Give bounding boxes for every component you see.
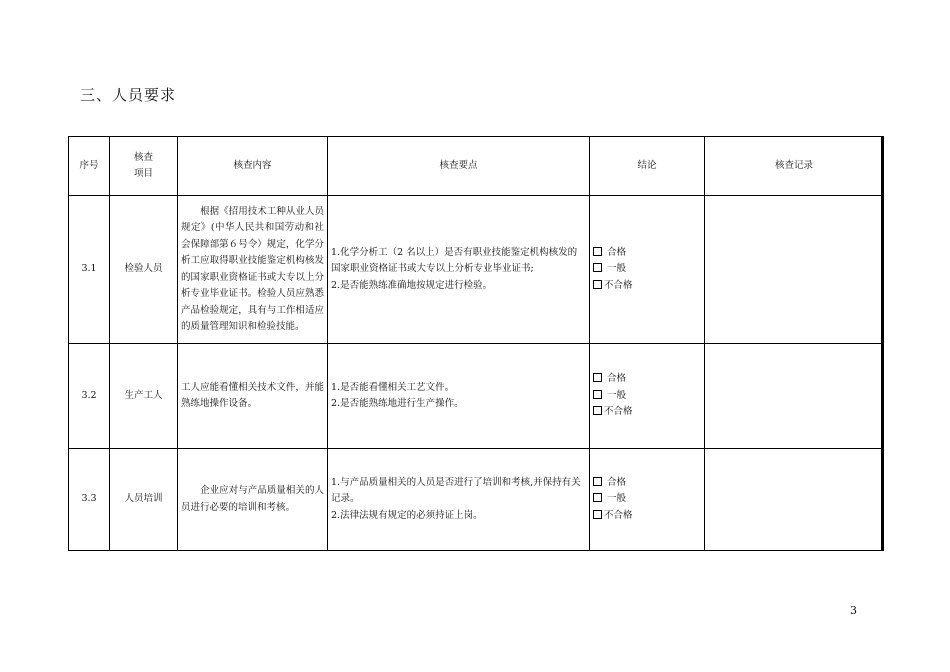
header-key-points: 核查要点 <box>328 137 590 196</box>
conclusion-option[interactable] <box>593 388 701 405</box>
header-record: 核查记录 <box>705 137 884 196</box>
conclusion-option[interactable] <box>593 491 701 508</box>
row-key-points <box>328 449 590 551</box>
conclusion-option[interactable] <box>593 404 701 421</box>
conclusion-option[interactable] <box>593 475 701 492</box>
conclusion-label: 不合格 <box>604 509 633 521</box>
row-record[interactable] <box>705 449 884 551</box>
table-row <box>69 344 884 449</box>
page-number: 3 <box>850 604 857 617</box>
conclusion-label: 一般 <box>607 389 627 401</box>
conclusion-option[interactable] <box>593 371 701 388</box>
table-row <box>69 449 884 551</box>
row-item: 检验人员 <box>110 196 178 344</box>
row-seq: 3.2 <box>69 344 110 449</box>
row-item: 生产工人 <box>110 344 178 449</box>
header-content: 核查内容 <box>178 137 328 196</box>
checkbox-icon[interactable] <box>593 390 602 399</box>
row-key-points <box>328 196 590 344</box>
checkbox-icon[interactable] <box>593 263 602 272</box>
row-conclusion <box>590 196 705 344</box>
key-point: 1.是否能看懂相关工艺文件。 <box>331 381 455 393</box>
row-conclusion <box>590 344 705 449</box>
checkbox-icon[interactable] <box>593 373 602 382</box>
key-point: 1.化学分析工（2 名以上）是否有职业技能鉴定机构核发的国家职业资格证书或大专以上分析专业毕业证书; <box>331 246 578 275</box>
row-item: 人员培训 <box>110 449 178 551</box>
section-title: 三、人员要求 <box>80 86 177 104</box>
row-record[interactable] <box>705 196 884 344</box>
header-conclusion: 结论 <box>590 137 705 196</box>
header-seq: 序号 <box>69 137 110 196</box>
conclusion-label: 不合格 <box>604 279 633 291</box>
row-key-points <box>328 344 590 449</box>
row-content: 工人应能看懂相关技术文件，并能熟练地操作设备。 <box>178 344 328 449</box>
row-seq: 3.1 <box>69 196 110 344</box>
table-right-border <box>881 136 883 550</box>
checkbox-icon[interactable] <box>593 406 602 415</box>
key-point: 2.是否能熟练准确地按规定进行检验。 <box>331 279 493 291</box>
conclusion-label: 一般 <box>607 493 627 505</box>
conclusion-option[interactable] <box>593 245 701 262</box>
conclusion-option[interactable] <box>593 508 701 525</box>
header-item <box>110 137 178 196</box>
checkbox-icon[interactable] <box>593 493 602 502</box>
checkbox-icon[interactable] <box>593 477 602 486</box>
row-seq: 3.3 <box>69 449 110 551</box>
requirements-table <box>68 136 884 551</box>
conclusion-label: 合格 <box>607 373 627 385</box>
conclusion-label: 不合格 <box>604 406 633 418</box>
key-point: 1.与产品质量相关的人员是否进行了培训和考核,并保持有关记录。 <box>331 476 581 505</box>
checkbox-icon[interactable] <box>593 510 602 519</box>
key-point: 2.法律法规有规定的必须持证上岗。 <box>331 509 483 521</box>
conclusion-label: 合格 <box>607 476 627 488</box>
checkbox-icon[interactable] <box>593 280 602 289</box>
table-header-row <box>69 137 884 196</box>
header-item-line1: 核查 <box>133 151 153 163</box>
header-item-line2: 项目 <box>133 168 153 179</box>
checkbox-icon[interactable] <box>593 247 602 256</box>
conclusion-label: 合格 <box>607 246 627 258</box>
key-point: 2.是否能熟练地进行生产操作。 <box>331 398 464 409</box>
row-content: 企业应对与产品质量相关的人员进行必要的培训和考核。 <box>178 449 328 551</box>
conclusion-option[interactable] <box>593 261 701 278</box>
conclusion-label: 一般 <box>607 263 627 275</box>
row-record[interactable] <box>705 344 884 449</box>
table-row <box>69 196 884 344</box>
conclusion-option[interactable] <box>593 278 701 295</box>
row-conclusion <box>590 449 705 551</box>
row-content: 根据《招用技术工种从业人员规定》(中华人民共和国劳动和社会保障部第６号令）规定，化学分析工应取得职业技能鉴定机构核发的国家职业资格证书或大专以上分析专业毕业证书。检验人员应熟悉产品检验规定，具有与工作相适应的质量管理知识和检验技能。 <box>178 196 328 344</box>
